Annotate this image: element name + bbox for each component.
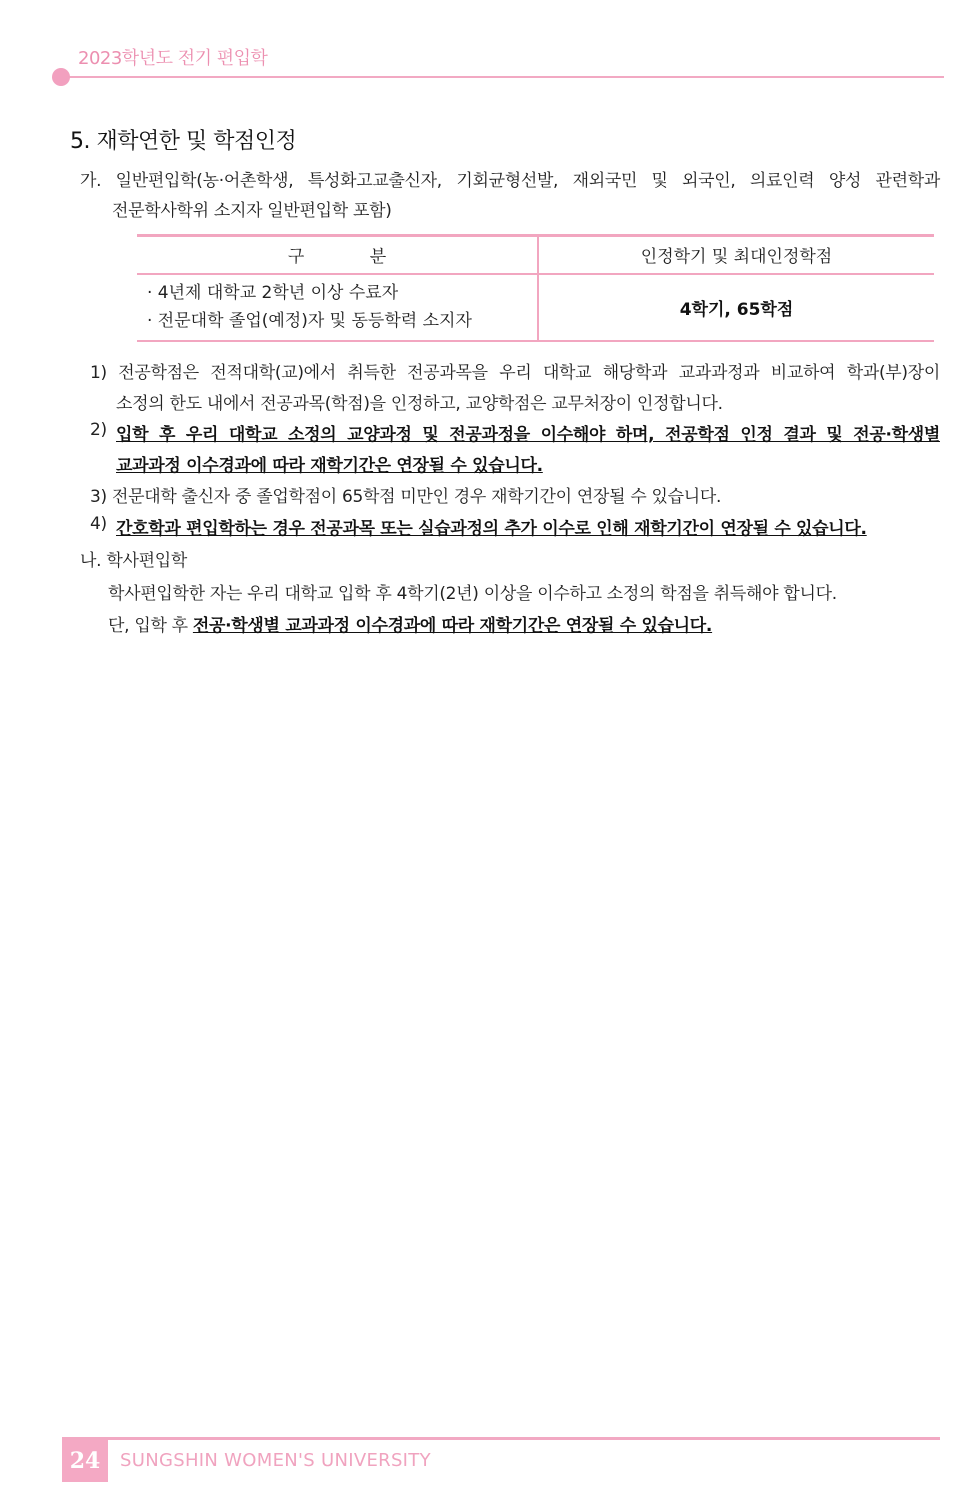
bachelor-transfer-line-1: 학사편입학한 자는 우리 대학교 입학 후 4학기(2년) 이상을 이수하고 소정의 학점을 취득해야 합니다.: [108, 584, 837, 604]
note-2-line-2: 교과과정 이수경과에 따라 재학기간은 연장될 수 있습니다.: [116, 456, 543, 476]
category-item: · 전문대학 졸업(예정)자 및 동등학력 소지자: [147, 311, 472, 331]
note-1-line-1: 1) 전공학점은 전적대학(교)에서 취득한 전공과목을 우리 대학교 해당학과 교과과정과 비교하여 학과(부)장이: [90, 363, 940, 383]
bachelor-transfer-emphasis: 전공·학생별 교과과정 이수경과에 따라 재학기간은 연장될 수 있습니다.: [192, 616, 713, 636]
footer-university: SUNGSHIN WOMEN'S UNIVERSITY: [120, 1450, 431, 1471]
note-3: 3) 전문대학 출신자 중 졸업학점이 65학점 미만인 경우 재학기간이 연장될 수 있습니다.: [90, 487, 722, 507]
running-header-title: 2023학년도 전기 편입학: [78, 48, 268, 69]
header-divider: [62, 76, 944, 78]
category-item: · 4년제 대학교 2학년 이상 수료자: [147, 283, 399, 303]
bachelor-transfer-title: 나. 학사편입학: [80, 551, 187, 571]
table-header-category: 구 분: [137, 236, 538, 274]
note-2-line-1: 입학 후 우리 대학교 소정의 교양과정 및 전공과정을 이수해야 하며, 전공학점 인정 결과 및 전공·학생별: [116, 425, 940, 445]
table-header-row: [137, 236, 934, 274]
note-2-number: 2): [90, 420, 107, 440]
table-header-recognition: 인정학기 및 최대인정학점: [538, 236, 934, 274]
bachelor-transfer-line-2: [108, 611, 712, 636]
credit-recognition-table: [137, 234, 934, 342]
header-dot-icon: [52, 68, 70, 86]
note-4-number: 4): [90, 514, 107, 534]
table-cell-category: [137, 274, 538, 341]
note-1-line-2: 소정의 한도 내에서 전공과목(학점)을 인정하고, 교양학점은 교무처장이 인정합니다.: [116, 394, 723, 414]
page-number: 24: [62, 1440, 108, 1482]
section-title: 5. 재학연한 및 학점인정: [70, 129, 297, 154]
footer-divider: [62, 1437, 940, 1440]
bachelor-transfer-prefix: 단, 입학 후: [108, 616, 193, 636]
general-transfer-line-2: 전문학사학위 소지자 일반편입학 포함): [112, 201, 392, 221]
table-row: [137, 274, 934, 341]
general-transfer-line-1: 가. 일반편입학(농·어촌학생, 특성화고교출신자, 기회균형선발, 재외국민 및 외국인, 의료인력 양성 관련학과: [80, 171, 940, 191]
note-4: 간호학과 편입학하는 경우 전공과목 또는 실습과정의 추가 이수로 인해 재학기간이 연장될 수 있습니다.: [116, 519, 867, 539]
table-cell-value: 4학기, 65학점: [538, 274, 934, 341]
